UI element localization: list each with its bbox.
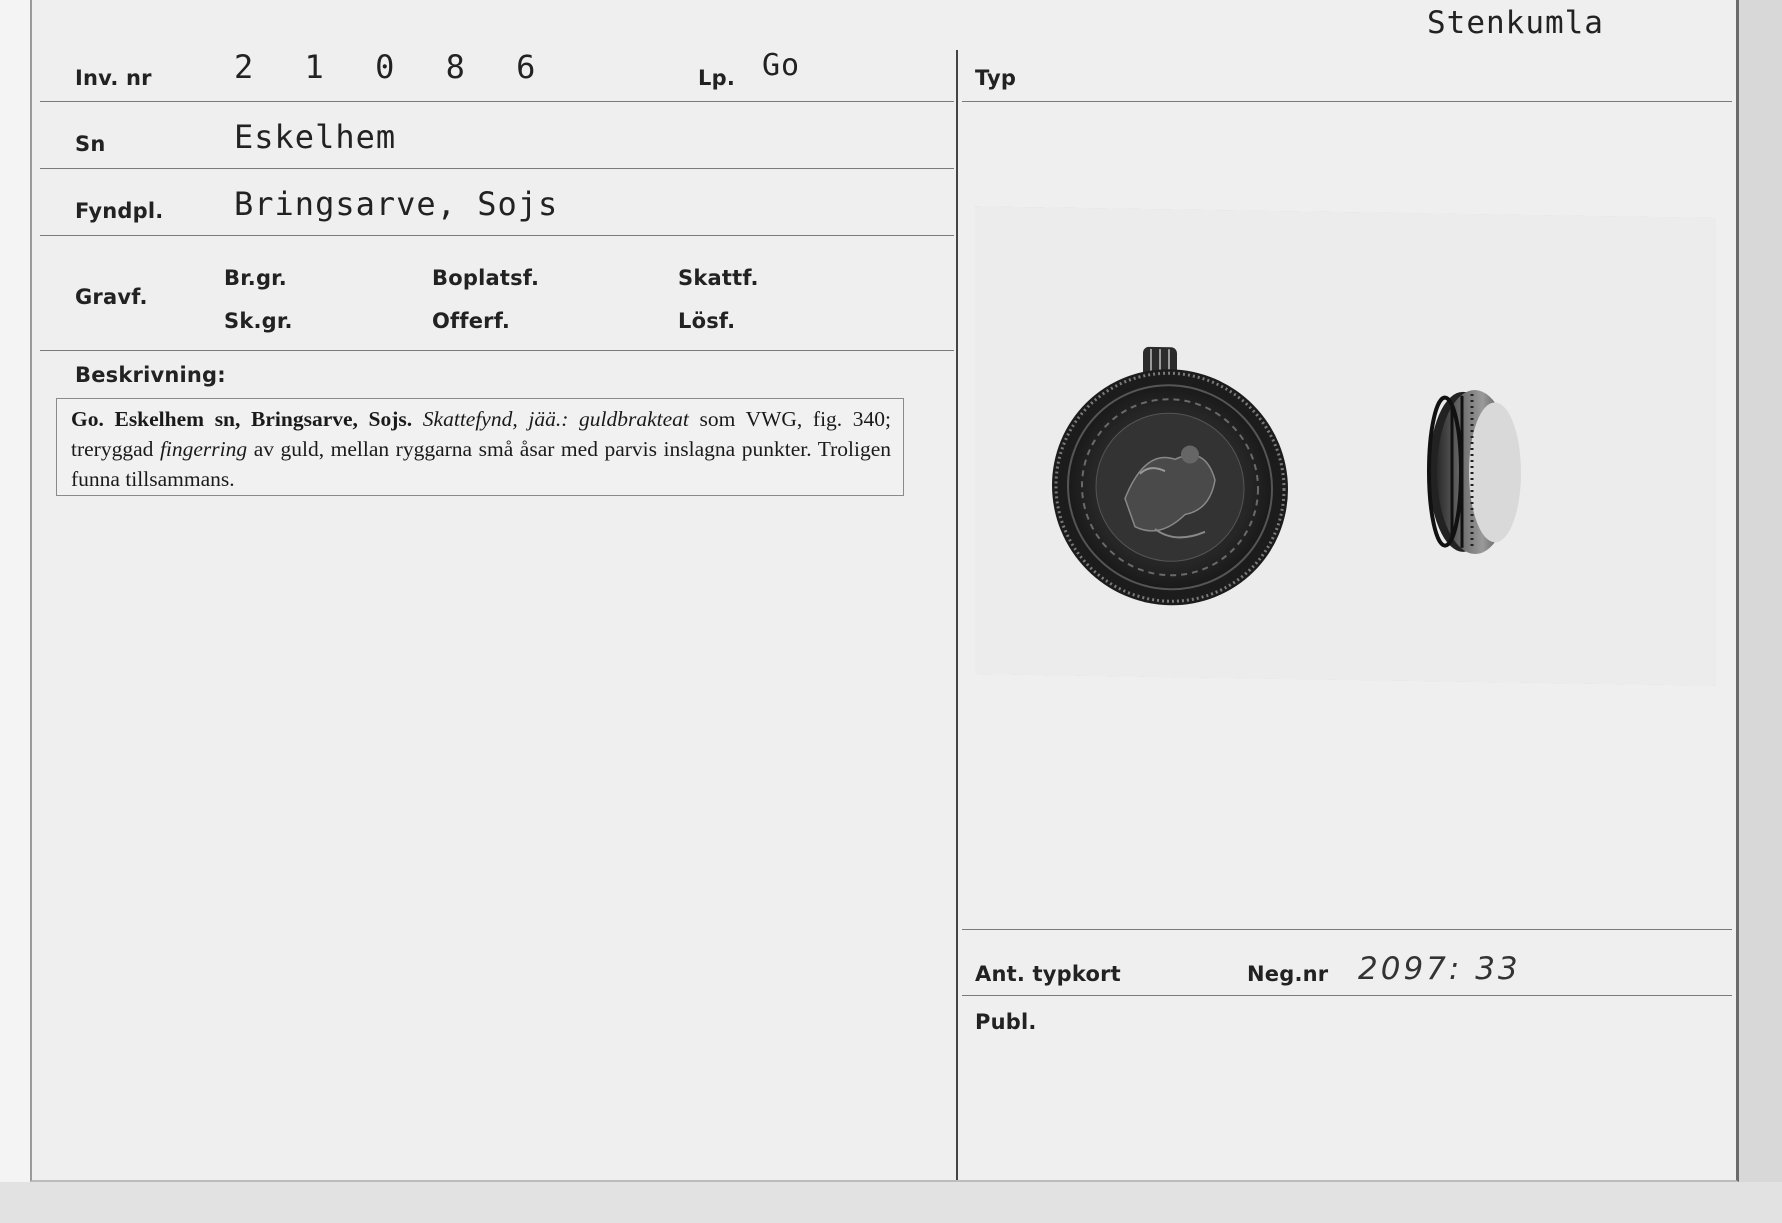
gravf-label: Gravf.	[75, 285, 148, 309]
column-divider	[956, 50, 958, 1180]
sn-label: Sn	[75, 132, 106, 156]
description-part-2: som VWG, fig. 340; treryggad	[71, 407, 892, 461]
inv-nr-value: 2 1 0 8 6	[234, 48, 552, 86]
site-title: Stenkumla	[1427, 5, 1604, 41]
lp-value: Go	[762, 48, 801, 83]
losf-label: Lösf.	[678, 309, 736, 333]
skattf-label: Skattf.	[678, 266, 759, 290]
description-find-type: Skattefynd, jää.: guldbrakteat	[422, 407, 689, 431]
publ-label: Publ.	[975, 1010, 1037, 1034]
description-part-3: av guld, mellan ryggarna små åsar med parvis inslagna punkter. Troligen funna tillsammans.	[71, 437, 892, 491]
description-locality: Go. Eskelhem sn, Bringsarve, Sojs.	[71, 407, 413, 431]
description-slip	[56, 398, 904, 496]
typ-label: Typ	[975, 66, 1017, 90]
inv-nr-label: Inv. nr	[75, 66, 152, 90]
object-photograph	[975, 206, 1716, 686]
rule-3	[40, 235, 954, 236]
scan-margin-bottom	[0, 1182, 1782, 1223]
beskrivning-label: Beskrivning:	[75, 363, 226, 387]
rule-2	[40, 168, 954, 169]
lp-label: Lp.	[698, 66, 735, 90]
boplatsf-label: Boplatsf.	[432, 266, 540, 290]
fyndpl-label: Fyndpl.	[75, 199, 164, 223]
negnr-label: Neg.nr	[1247, 962, 1329, 986]
scan-margin-right	[1737, 0, 1782, 1223]
ant-typkort-label: Ant. typkort	[975, 962, 1121, 986]
rule-1	[40, 101, 954, 102]
photo-content	[975, 206, 1716, 686]
fyndpl-value: Bringsarve, Sojs	[234, 185, 559, 223]
description-object: fingerring	[159, 437, 248, 461]
rule-4	[40, 350, 954, 351]
offerf-label: Offerf.	[432, 309, 511, 333]
rule-footer-2	[962, 995, 1732, 996]
skgr-label: Sk.gr.	[224, 309, 293, 333]
negnr-value: 2097: 33	[1358, 951, 1521, 987]
rule-typ	[962, 101, 1732, 102]
finger-ring	[1429, 389, 1521, 554]
brgr-label: Br.gr.	[224, 266, 287, 290]
rule-footer-1	[962, 929, 1732, 930]
description-text	[71, 404, 891, 494]
sn-value: Eskelhem	[234, 118, 397, 156]
